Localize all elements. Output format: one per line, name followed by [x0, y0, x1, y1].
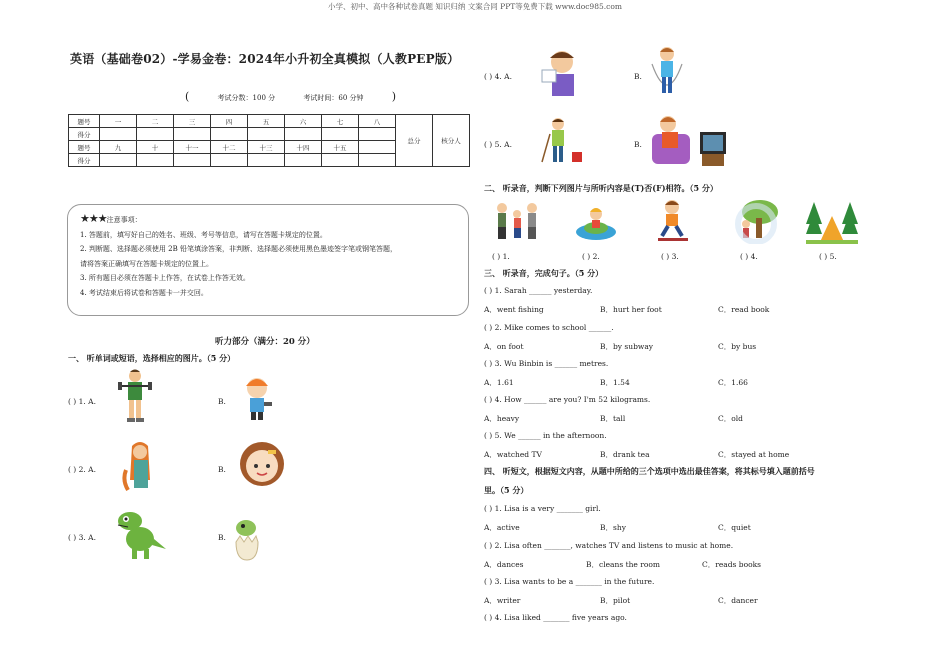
- tf-label-3: ( ) 3.: [661, 252, 679, 261]
- q3-label: ( ) 3. A.: [68, 533, 96, 542]
- sick-boy-picture[interactable]: [538, 48, 582, 100]
- weightlifter-picture[interactable]: [118, 368, 152, 424]
- listening-title: 听力部分（满分：20 分）: [215, 337, 315, 347]
- girl-long-hair-picture[interactable]: [120, 440, 160, 492]
- camping-picture[interactable]: [806, 202, 858, 244]
- s3-q5: ( ) 5. We ______ in the afternoon.: [484, 431, 607, 440]
- s4-q3-b[interactable]: B．pilot: [600, 596, 631, 605]
- s3-q4-c[interactable]: C．old: [718, 414, 743, 423]
- page-title: 英语（基础卷02）-学易金卷：2024年小升初全真模拟（人教PEP版）: [70, 52, 460, 66]
- s4-q3-a[interactable]: A．writer: [484, 596, 521, 605]
- checker-cell: 核分人: [433, 115, 470, 167]
- section-4-title-2: 里。（5 分）: [484, 485, 529, 495]
- s3-q1: ( ) 1. Sarah ______ yesterday.: [484, 286, 593, 295]
- exam-info: ( 考试分数：100 分 考试时间：60 分钟 ): [185, 90, 397, 103]
- s3-q2-a[interactable]: A．on foot: [484, 342, 524, 351]
- s4-q4: ( ) 4. Lisa liked _______ five years ago.: [484, 613, 627, 622]
- s4-q3: ( ) 3. Lisa wants to be a _______ in the future.: [484, 577, 655, 586]
- s3-q3-c[interactable]: C．1.66: [718, 378, 748, 387]
- exam-time: 考试时间：60 分钟: [303, 94, 364, 102]
- s4-q3-c[interactable]: C．dancer: [718, 596, 758, 605]
- tf-label-4: ( ) 4.: [740, 252, 758, 261]
- q5-b-label: B.: [634, 140, 642, 149]
- s4-q1: ( ) 1. Lisa is a very _______ girl.: [484, 504, 601, 513]
- s4-q1-a[interactable]: A．active: [484, 523, 520, 532]
- s3-q5-b[interactable]: B．drank tea: [600, 450, 650, 459]
- tf-label-5: ( ) 5.: [819, 252, 837, 261]
- total-cell: 总分: [396, 115, 433, 167]
- family-walking-picture[interactable]: [490, 202, 544, 242]
- skateboard-picture[interactable]: [654, 198, 694, 244]
- boy-on-island-picture[interactable]: [574, 202, 618, 242]
- stars-icon: ★★★: [80, 212, 107, 225]
- s4-q2-a[interactable]: A．dances: [484, 560, 524, 569]
- s4-q2: ( ) 2. Lisa often _______, watches TV and listens to music at home.: [484, 541, 734, 550]
- s3-q4-b[interactable]: B．tall: [600, 414, 626, 423]
- mopping-woman-picture[interactable]: [540, 116, 584, 166]
- s4-q1-c[interactable]: C．quiet: [718, 523, 751, 532]
- section-2-title: 二、 听录音，判断下列图片与所听内容是(T)否(F)相符。（5 分）: [484, 183, 718, 193]
- s3-q2: ( ) 2. Mike comes to school ______.: [484, 323, 614, 332]
- s3-q5-a[interactable]: A．watched TV: [484, 450, 542, 459]
- s4-q2-b[interactable]: B．cleans the room: [586, 560, 660, 569]
- s3-q5-c[interactable]: C．stayed at home: [718, 450, 790, 459]
- s3-q2-b[interactable]: B．by subway: [600, 342, 654, 351]
- tree-picture[interactable]: [732, 198, 780, 244]
- s3-q3-a[interactable]: A．1.61: [484, 378, 514, 387]
- exam-score: 考试分数：100 分: [217, 94, 276, 102]
- top-banner: 小学、初中、高中各种试卷真题 知识归纳 文案合同 PPT等免费下载 www.doc985.com: [328, 2, 622, 11]
- dinosaur-picture[interactable]: [112, 505, 168, 561]
- q4-b-label: B.: [634, 72, 642, 81]
- baby-dinosaur-egg-picture[interactable]: [232, 516, 264, 562]
- section-4-title: 四、 听短文，根据短文内容，从题中所给的三个选项中选出最佳答案，将其标号填入题前括号: [484, 466, 815, 476]
- q5-label: ( ) 5. A.: [484, 140, 512, 149]
- tf-label-1: ( ) 1.: [492, 252, 510, 261]
- jump-rope-picture[interactable]: [648, 44, 686, 102]
- q2-label: ( ) 2. A.: [68, 465, 96, 474]
- q2-b-label: B.: [218, 465, 226, 474]
- s3-q4: ( ) 4. How ______ are you? I'm 52 kilograms.: [484, 395, 651, 404]
- s4-q2-c[interactable]: C．reads books: [702, 560, 761, 569]
- q1-b-label: B.: [218, 397, 226, 406]
- s3-q1-b[interactable]: B．hurt her foot: [600, 305, 662, 314]
- s4-q1-b[interactable]: B．shy: [600, 523, 626, 532]
- s3-q3-b[interactable]: B．1.54: [600, 378, 630, 387]
- section-1-title: 一、 听单词或短语，选择相应的图片。（5 分）: [68, 353, 236, 363]
- s3-q1-c[interactable]: C．read book: [718, 305, 770, 314]
- s3-q4-a[interactable]: A．heavy: [484, 414, 520, 423]
- s3-q3: ( ) 3. Wu Binbin is ______ metres.: [484, 359, 609, 368]
- score-table: 题号 一 二 三 四 五 六 七 八 总分 核分人 得分 题号 九 十 十一 十二 十三 十四 十五 得分: [68, 114, 470, 167]
- boy-dumbbell-picture[interactable]: [240, 374, 274, 422]
- q3-b-label: B.: [218, 533, 226, 542]
- s3-q2-c[interactable]: C．by bus: [718, 342, 757, 351]
- section-3-title: 三、 听录音，完成句子。（5 分）: [484, 268, 604, 278]
- q1-label: ( ) 1. A.: [68, 397, 96, 406]
- s3-q1-a[interactable]: A．went fishing: [484, 305, 544, 314]
- q4-label: ( ) 4. A.: [484, 72, 512, 81]
- notice-text: ★★★注意事项： 1. 答题前，填写好自己的姓名、班级、考号等信息，请写在答题卡规定的位置。 2. 判断题、选择题必须使用 2B 铅笔填涂答案，非判断、选择题必须使用黑色墨迹签字笔或钢笔答题， 请将答案正确填写在答题卡规定的位置上。 3. 所有题目必须在答题卡上作答，在试卷上作答无效。 4. 考试结束后将试卷和答题卡一并交回。: [80, 212, 397, 297]
- watching-tv-picture[interactable]: [648, 112, 730, 168]
- score-header: 题号: [69, 115, 100, 128]
- tf-label-2: ( ) 2.: [582, 252, 600, 261]
- girl-short-hair-picture[interactable]: [238, 440, 286, 488]
